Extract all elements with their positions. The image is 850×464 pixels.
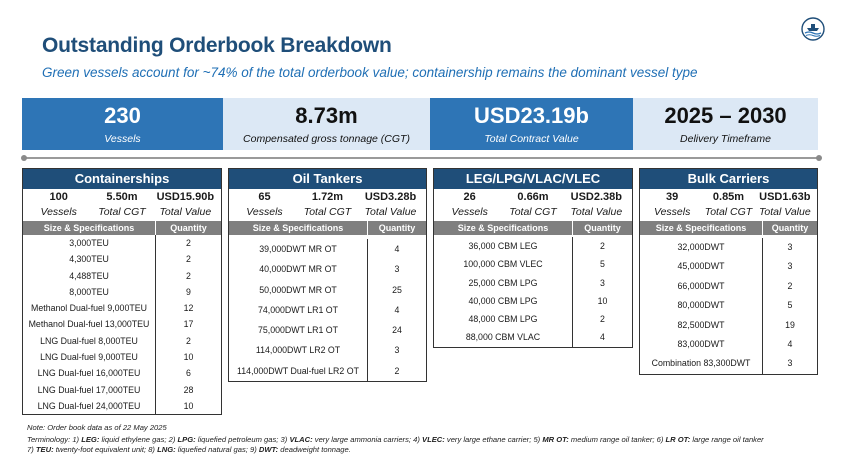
cell-quantity: 2 bbox=[155, 235, 221, 251]
term-desc: large range oil tanker bbox=[692, 435, 764, 444]
term-entry bbox=[413, 435, 531, 444]
stat-number: 26 bbox=[463, 191, 476, 203]
cell-quantity: 2 bbox=[155, 268, 221, 284]
table-row bbox=[640, 296, 817, 315]
term-number: 7) bbox=[27, 444, 34, 454]
table-row bbox=[434, 310, 632, 328]
table-row bbox=[640, 335, 817, 354]
ship-wave-logo-icon bbox=[801, 17, 825, 41]
segment-stats bbox=[640, 189, 817, 220]
table-row bbox=[640, 277, 817, 296]
segment-stats bbox=[434, 189, 632, 220]
cell-quantity: 2 bbox=[572, 237, 632, 255]
kpi-label: Total Contract Value bbox=[484, 133, 579, 145]
kpi-cgt bbox=[223, 98, 430, 150]
term-entry bbox=[533, 435, 654, 444]
stat-label: Total Value bbox=[758, 206, 811, 218]
table-row bbox=[229, 361, 426, 381]
stat-vessels bbox=[27, 189, 90, 220]
stat-value bbox=[359, 189, 422, 220]
table-row bbox=[23, 349, 221, 365]
term-desc: twenty-foot equivalent unit; bbox=[55, 444, 147, 454]
kpi-label: Compensated gross tonnage (CGT) bbox=[243, 133, 410, 145]
kpi-band bbox=[22, 98, 818, 150]
cell-quantity: 9 bbox=[155, 284, 221, 300]
cell-quantity: 10 bbox=[155, 349, 221, 365]
table-row bbox=[434, 328, 632, 346]
term-abbr: VLAC: bbox=[289, 435, 313, 444]
cell-quantity: 12 bbox=[155, 300, 221, 316]
segment-title: Oil Tankers bbox=[229, 169, 426, 189]
table-header bbox=[229, 221, 426, 235]
table-row bbox=[434, 255, 632, 273]
segment-title: Bulk Carriers bbox=[640, 169, 817, 189]
stat-cgt bbox=[501, 189, 564, 220]
kpi-vessels bbox=[22, 98, 223, 150]
kpi-contract-value bbox=[430, 98, 633, 150]
term-number: 1) bbox=[72, 435, 80, 444]
cell-quantity: 4 bbox=[367, 300, 426, 320]
term-number: 9) bbox=[250, 444, 257, 454]
stat-vessels bbox=[644, 189, 700, 220]
table-row bbox=[23, 235, 221, 251]
page-subtitle: Green vessels account for ~74% of the total orderbook value; containership remains the dominant vessel type bbox=[42, 65, 698, 80]
stat-vessels bbox=[233, 189, 296, 220]
stat-label: Vessels bbox=[653, 206, 691, 218]
term-desc: liquefied petroleum gas; bbox=[197, 435, 279, 444]
kpi-value: USD23.19b bbox=[474, 103, 589, 128]
table-header bbox=[640, 221, 817, 235]
term-abbr: LNG: bbox=[157, 444, 176, 454]
cell-quantity: 4 bbox=[572, 328, 632, 346]
column-header-quantity: Quantity bbox=[762, 221, 817, 235]
stat-number: USD1.63b bbox=[759, 191, 811, 203]
table-row bbox=[23, 316, 221, 332]
stat-number: 65 bbox=[258, 191, 271, 203]
kpi-value: 2025 – 2030 bbox=[664, 103, 787, 128]
cell-quantity: 19 bbox=[762, 316, 817, 335]
stat-label: Total CGT bbox=[98, 206, 146, 218]
cell-quantity: 6 bbox=[155, 365, 221, 381]
cell-spec: 45,000DWT bbox=[677, 261, 725, 272]
table-body bbox=[640, 235, 817, 374]
stat-cgt bbox=[90, 189, 153, 220]
cell-spec: 50,000DWT MR OT bbox=[259, 284, 337, 295]
stat-number: 1.72m bbox=[311, 191, 344, 203]
cell-spec: 74,000DWT LR1 OT bbox=[257, 304, 339, 315]
stat-vessels bbox=[438, 189, 501, 220]
table-row bbox=[23, 284, 221, 300]
term-desc: very large ethane carrier; bbox=[446, 435, 532, 444]
terminology-line-2 bbox=[27, 445, 764, 455]
cell-quantity: 2 bbox=[155, 333, 221, 349]
cell-spec: 36,000 CBM LEG bbox=[468, 241, 538, 251]
term-abbr: VLEC: bbox=[422, 435, 445, 444]
term-desc: medium range oil tanker; bbox=[570, 435, 655, 444]
kpi-value: 8.73m bbox=[295, 103, 358, 128]
term-entry bbox=[148, 445, 248, 454]
column-header-quantity: Quantity bbox=[367, 221, 426, 235]
term-entry bbox=[281, 435, 411, 444]
cell-quantity: 10 bbox=[572, 292, 632, 310]
table-row bbox=[23, 382, 221, 398]
term-entry bbox=[169, 435, 279, 444]
cell-spec: LNG Dual-fuel 9,000TEU bbox=[40, 352, 138, 363]
term-number: 8) bbox=[148, 444, 155, 454]
cell-spec: LNG Dual-fuel 8,000TEU bbox=[40, 335, 138, 346]
cell-quantity: 3 bbox=[762, 354, 817, 373]
cell-quantity: 25 bbox=[367, 280, 426, 300]
cell-spec: 40,000 CBM LPG bbox=[468, 295, 538, 306]
stat-number: 0.85m bbox=[712, 191, 745, 203]
term-number: 2) bbox=[168, 435, 176, 444]
segment-stats bbox=[23, 189, 221, 220]
table-body bbox=[434, 235, 632, 347]
cell-spec: LNG Dual-fuel 17,000TEU bbox=[37, 384, 141, 395]
term-desc: very large ammonia carriers; bbox=[314, 435, 411, 444]
segment-stats bbox=[229, 189, 426, 220]
term-number: 4) bbox=[413, 435, 420, 444]
table-body bbox=[23, 235, 221, 414]
cell-quantity: 3 bbox=[367, 340, 426, 360]
segment-title: Containerships bbox=[23, 169, 221, 189]
table-row bbox=[640, 238, 817, 257]
cell-spec: 100,000 CBM VLEC bbox=[463, 259, 543, 270]
cell-quantity: 3 bbox=[572, 274, 632, 292]
table-row bbox=[640, 354, 817, 373]
column-header-spec: Size & Specifications bbox=[655, 223, 747, 233]
cell-spec: 25,000 CBM LPG bbox=[468, 277, 538, 288]
cell-quantity: 17 bbox=[155, 316, 221, 332]
table-row bbox=[23, 398, 221, 414]
table-row bbox=[229, 259, 426, 279]
cell-spec: LNG Dual-fuel 24,000TEU bbox=[37, 400, 141, 411]
table-row bbox=[229, 239, 426, 259]
table-row bbox=[23, 300, 221, 316]
term-abbr: MR OT: bbox=[542, 435, 569, 444]
segment-card-gas-carriers bbox=[433, 168, 633, 348]
term-entry bbox=[657, 435, 764, 444]
cell-quantity: 28 bbox=[155, 382, 221, 398]
stat-number: USD15.90b bbox=[156, 191, 215, 203]
stat-number: 5.50m bbox=[106, 191, 138, 203]
cell-spec: 48,000 CBM LPG bbox=[468, 314, 538, 325]
term-entry bbox=[72, 435, 166, 444]
term-number: 3) bbox=[280, 435, 288, 444]
cell-quantity: 2 bbox=[155, 251, 221, 267]
term-desc: liquid ethylene gas; bbox=[101, 435, 167, 444]
cell-spec: 4,488TEU bbox=[69, 270, 109, 281]
cell-quantity: 3 bbox=[762, 257, 817, 276]
stat-label: Vessels bbox=[451, 206, 488, 218]
table-row bbox=[434, 292, 632, 310]
table-row bbox=[23, 251, 221, 267]
cell-quantity: 3 bbox=[762, 238, 817, 257]
column-header-spec: Size & Specifications bbox=[252, 223, 344, 233]
term-abbr: LR OT: bbox=[665, 435, 691, 444]
cell-spec: 114,000DWT LR2 OT bbox=[255, 345, 341, 356]
cell-quantity: 4 bbox=[367, 239, 426, 259]
table-header bbox=[434, 221, 632, 235]
cell-spec: 39,000DWT MR OT bbox=[259, 244, 337, 254]
cell-spec: LNG Dual-fuel 16,000TEU bbox=[37, 368, 141, 379]
cell-quantity: 4 bbox=[762, 335, 817, 354]
cell-quantity: 2 bbox=[367, 361, 426, 381]
table-row bbox=[434, 237, 632, 255]
table-header bbox=[23, 221, 221, 235]
table-row bbox=[23, 268, 221, 284]
stat-label: Total CGT bbox=[303, 206, 352, 218]
term-abbr: LPG: bbox=[177, 435, 196, 444]
terminology bbox=[27, 435, 764, 454]
stat-label: Total CGT bbox=[509, 206, 557, 218]
term-abbr: LEG: bbox=[81, 435, 100, 444]
cell-spec: Combination 83,300DWT bbox=[651, 358, 751, 369]
segment-card-bulk-carriers bbox=[639, 168, 818, 375]
cell-spec: Methanol Dual-fuel 13,000TEU bbox=[28, 319, 150, 330]
cell-quantity: 5 bbox=[762, 296, 817, 315]
cell-spec: 80,000DWT bbox=[677, 300, 725, 311]
table-row bbox=[640, 316, 817, 335]
table-row bbox=[229, 280, 426, 300]
terminology-line-1 bbox=[27, 435, 764, 445]
column-header-quantity: Quantity bbox=[572, 221, 632, 235]
stat-cgt bbox=[700, 189, 756, 220]
term-entry bbox=[250, 445, 351, 454]
cell-spec: 83,000DWT bbox=[677, 338, 725, 349]
cell-quantity: 3 bbox=[367, 259, 426, 279]
term-desc: deadweight tonnage. bbox=[280, 444, 351, 454]
stat-number: 100 bbox=[49, 191, 68, 203]
footnote: Note: Order book data as of 22 May 2025 bbox=[27, 423, 167, 432]
timeline-divider bbox=[24, 157, 819, 159]
stat-number: 39 bbox=[666, 191, 679, 203]
kpi-label: Vessels bbox=[104, 133, 141, 145]
column-header-spec: Size & Specifications bbox=[43, 223, 135, 233]
table-body bbox=[229, 235, 426, 381]
cell-spec: 32,000DWT bbox=[677, 242, 725, 252]
stat-cgt bbox=[296, 189, 359, 220]
timeline-end-dot bbox=[816, 155, 822, 161]
cell-spec: 8,000TEU bbox=[69, 286, 109, 297]
timeline-start-dot bbox=[21, 155, 27, 161]
stat-label: Vessels bbox=[246, 206, 283, 218]
cell-spec: 88,000 CBM VLAC bbox=[465, 332, 541, 343]
cell-spec: 40,000DWT MR OT bbox=[259, 264, 337, 275]
stat-number: USD2.38b bbox=[570, 191, 622, 203]
table-row bbox=[229, 300, 426, 320]
stat-label: Total Value bbox=[570, 206, 623, 218]
page-title: Outstanding Orderbook Breakdown bbox=[42, 34, 392, 57]
kpi-value: 230 bbox=[104, 103, 141, 128]
table-row bbox=[23, 365, 221, 381]
table-row bbox=[434, 274, 632, 292]
column-header-spec: Size & Specifications bbox=[457, 223, 549, 233]
stat-label: Total CGT bbox=[704, 206, 753, 218]
cell-spec: 66,000DWT bbox=[677, 280, 725, 291]
term-abbr: DWT: bbox=[258, 444, 279, 454]
stat-value bbox=[154, 189, 217, 220]
table-row bbox=[23, 333, 221, 349]
cell-spec: 114,000DWT Dual-fuel LR2 OT bbox=[237, 365, 359, 376]
term-number: 6) bbox=[656, 435, 664, 444]
term-abbr: TEU: bbox=[35, 444, 54, 454]
table-row bbox=[229, 320, 426, 340]
term-desc: liquefied natural gas; bbox=[177, 444, 248, 454]
cell-spec: Methanol Dual-fuel 9,000TEU bbox=[31, 303, 147, 314]
term-entry bbox=[27, 445, 146, 454]
stat-label: Total Value bbox=[364, 206, 417, 218]
segment-title: LEG/LPG/VLAC/VLEC bbox=[434, 169, 632, 189]
table-row bbox=[640, 257, 817, 276]
terminology-prefix: Terminology: bbox=[27, 435, 71, 444]
cell-quantity: 24 bbox=[367, 320, 426, 340]
table-row bbox=[229, 340, 426, 360]
kpi-delivery-timeframe bbox=[633, 98, 818, 150]
cell-quantity: 5 bbox=[572, 255, 632, 273]
cell-quantity: 10 bbox=[155, 398, 221, 414]
cell-quantity: 2 bbox=[762, 277, 817, 296]
kpi-label: Delivery Timeframe bbox=[680, 133, 771, 145]
stat-label: Vessels bbox=[40, 206, 77, 218]
cell-spec: 4,300TEU bbox=[69, 254, 109, 265]
stat-number: 0.66m bbox=[517, 191, 549, 203]
stat-value bbox=[565, 189, 628, 220]
stat-label: Total Value bbox=[159, 206, 212, 218]
stat-value bbox=[757, 189, 813, 220]
term-number: 5) bbox=[533, 435, 541, 444]
segment-card-oil-tankers bbox=[228, 168, 427, 382]
cell-quantity: 2 bbox=[572, 310, 632, 328]
column-header-quantity: Quantity bbox=[155, 221, 221, 235]
segment-card-containerships bbox=[22, 168, 222, 415]
cell-spec: 75,000DWT LR1 OT bbox=[257, 325, 339, 336]
cell-spec: 3,000TEU bbox=[69, 238, 109, 248]
stat-number: USD3.28b bbox=[364, 191, 417, 203]
cell-spec: 82,500DWT bbox=[677, 319, 725, 330]
